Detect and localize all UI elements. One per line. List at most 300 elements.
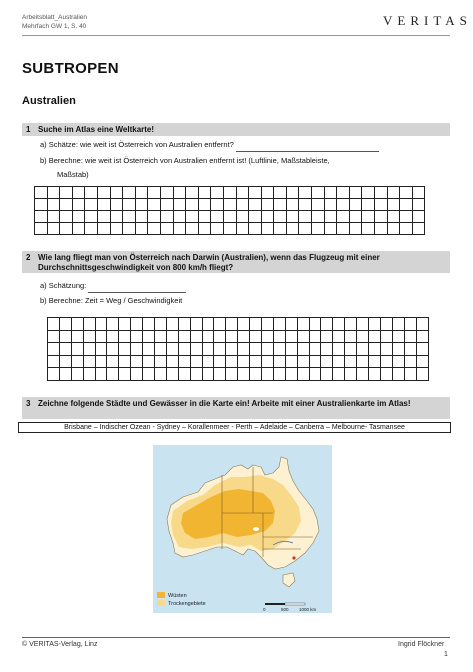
grid-cell[interactable] [236, 223, 249, 235]
grid-cell[interactable] [416, 330, 428, 343]
grid-cell[interactable] [412, 223, 425, 235]
grid-cell[interactable] [297, 330, 309, 343]
grid-cell[interactable] [97, 187, 110, 199]
grid-cell[interactable] [59, 355, 71, 368]
grid-cell[interactable] [337, 223, 350, 235]
grid-cell[interactable] [214, 318, 226, 331]
doc-name: Arbeitsblatt_Australien [22, 14, 88, 21]
grid-cell[interactable] [362, 199, 375, 211]
grid-cell[interactable] [160, 211, 173, 223]
grid-cell[interactable] [297, 368, 309, 381]
grid-cell[interactable] [155, 318, 167, 331]
grid-cell[interactable] [202, 368, 214, 381]
grid-cell[interactable] [155, 355, 167, 368]
grid-cell[interactable] [72, 223, 85, 235]
grid-cell[interactable] [59, 330, 71, 343]
grid-cell[interactable] [236, 199, 249, 211]
grid-cell[interactable] [198, 199, 211, 211]
grid-cell[interactable] [148, 199, 161, 211]
grid-cell[interactable] [48, 330, 60, 343]
grid-cell[interactable] [107, 343, 119, 356]
grid-cell[interactable] [250, 330, 262, 343]
grid-cell[interactable] [143, 330, 155, 343]
grid-cell[interactable] [83, 343, 95, 356]
grid-cell[interactable] [416, 355, 428, 368]
grid-cell[interactable] [72, 187, 85, 199]
grid-cell[interactable] [214, 343, 226, 356]
grid-cell[interactable] [249, 199, 262, 211]
grid-cell[interactable] [97, 223, 110, 235]
grid-cell[interactable] [85, 199, 98, 211]
grid-cell[interactable] [404, 330, 416, 343]
grid-cell[interactable] [375, 223, 388, 235]
grid-cell[interactable] [123, 211, 136, 223]
grid-cell[interactable] [299, 187, 312, 199]
grid-cell[interactable] [333, 330, 345, 343]
answer-2a-field[interactable] [88, 280, 186, 293]
grid-cell[interactable] [297, 355, 309, 368]
grid-cell[interactable] [286, 211, 299, 223]
grid-cell[interactable] [250, 318, 262, 331]
grid-cell[interactable] [107, 318, 119, 331]
grid-cell[interactable] [48, 368, 60, 381]
grid-cell[interactable] [324, 223, 337, 235]
grid-cell[interactable] [362, 187, 375, 199]
grid-cell[interactable] [198, 211, 211, 223]
grid-cell[interactable] [274, 199, 287, 211]
grid-cell[interactable] [404, 355, 416, 368]
grid-cell[interactable] [47, 223, 60, 235]
grid-cell[interactable] [226, 343, 238, 356]
grid-cell[interactable] [48, 355, 60, 368]
grid-cell[interactable] [238, 343, 250, 356]
grid-cell[interactable] [119, 343, 131, 356]
grid-cell[interactable] [369, 355, 381, 368]
grid-cell[interactable] [48, 343, 60, 356]
grid-cell[interactable] [60, 187, 73, 199]
map-capital-dot [292, 556, 295, 559]
grid-cell[interactable] [404, 318, 416, 331]
grid-cell[interactable] [324, 199, 337, 211]
grid-cell[interactable] [285, 330, 297, 343]
grid-cell[interactable] [416, 318, 428, 331]
grid-cell[interactable] [226, 330, 238, 343]
grid-cell[interactable] [148, 223, 161, 235]
grid-cell[interactable] [392, 330, 404, 343]
grid-cell[interactable] [47, 211, 60, 223]
grid-cell[interactable] [173, 223, 186, 235]
grid-cell[interactable] [178, 318, 190, 331]
grid-cell[interactable] [387, 223, 400, 235]
grid-cell[interactable] [309, 355, 321, 368]
grid-cell[interactable] [119, 355, 131, 368]
grid-cell[interactable] [143, 355, 155, 368]
grid-cell[interactable] [211, 211, 224, 223]
grid-cell[interactable] [211, 187, 224, 199]
grid-cell[interactable] [299, 199, 312, 211]
grid-cell[interactable] [286, 187, 299, 199]
grid-cell[interactable] [71, 330, 83, 343]
grid-q2[interactable] [47, 317, 429, 381]
grid-cell[interactable] [321, 355, 333, 368]
grid-cell[interactable] [380, 330, 392, 343]
grid-cell[interactable] [375, 187, 388, 199]
grid-cell[interactable] [333, 318, 345, 331]
grid-cell[interactable] [211, 223, 224, 235]
grid-cell[interactable] [412, 211, 425, 223]
grid-cell[interactable] [412, 187, 425, 199]
grid-cell[interactable] [285, 318, 297, 331]
grid-cell[interactable] [190, 318, 202, 331]
grid-cell[interactable] [250, 355, 262, 368]
grid-cell[interactable] [285, 355, 297, 368]
grid-cell[interactable] [83, 318, 95, 331]
grid-cell[interactable] [249, 211, 262, 223]
grid-cell[interactable] [186, 211, 199, 223]
grid-cell[interactable] [166, 318, 178, 331]
grid-cell[interactable] [321, 330, 333, 343]
grid-cell[interactable] [178, 368, 190, 381]
grid-cell[interactable] [186, 187, 199, 199]
grid-cell[interactable] [214, 330, 226, 343]
grid-cell[interactable] [83, 355, 95, 368]
grid-cell[interactable] [131, 343, 143, 356]
grid-cell[interactable] [273, 355, 285, 368]
grid-cell[interactable] [123, 199, 136, 211]
grid-cell[interactable] [72, 211, 85, 223]
grid-cell[interactable] [312, 223, 325, 235]
grid-cell[interactable] [387, 199, 400, 211]
grid-cell[interactable] [349, 199, 362, 211]
grid-cell[interactable] [35, 187, 48, 199]
grid-cell[interactable] [166, 343, 178, 356]
grid-cell[interactable] [59, 343, 71, 356]
grid-cell[interactable] [262, 355, 274, 368]
grid-cell[interactable] [107, 368, 119, 381]
map-lake [253, 527, 259, 531]
grid-cell[interactable] [97, 211, 110, 223]
grid-cell[interactable] [135, 199, 148, 211]
grid-cell[interactable] [273, 318, 285, 331]
grid-cell[interactable] [286, 199, 299, 211]
grid-cell[interactable] [190, 330, 202, 343]
grid-cell[interactable] [273, 368, 285, 381]
grid-cell[interactable] [110, 187, 123, 199]
grid-cell[interactable] [297, 343, 309, 356]
grid-cell[interactable] [226, 318, 238, 331]
grid-cell[interactable] [236, 211, 249, 223]
grid-cell[interactable] [155, 368, 167, 381]
grid-cell[interactable] [123, 223, 136, 235]
grid-cell[interactable] [173, 199, 186, 211]
grid-cell[interactable] [85, 211, 98, 223]
grid-cell[interactable] [333, 343, 345, 356]
grid-cell[interactable] [380, 355, 392, 368]
grid-cell[interactable] [35, 199, 48, 211]
grid-cell[interactable] [60, 199, 73, 211]
grid-cell[interactable] [95, 355, 107, 368]
grid-cell[interactable] [190, 343, 202, 356]
grid-cell[interactable] [380, 343, 392, 356]
grid-cell[interactable] [400, 223, 413, 235]
grid-cell[interactable] [392, 368, 404, 381]
grid-cell[interactable] [166, 355, 178, 368]
grid-cell[interactable] [369, 368, 381, 381]
grid-cell[interactable] [362, 223, 375, 235]
grid-cell[interactable] [345, 330, 357, 343]
grid-cell[interactable] [107, 355, 119, 368]
grid-cell[interactable] [178, 330, 190, 343]
grid-cell[interactable] [333, 355, 345, 368]
grid-cell[interactable] [223, 187, 236, 199]
grid-cell[interactable] [166, 368, 178, 381]
grid-cell[interactable] [261, 199, 274, 211]
grid-cell[interactable] [369, 318, 381, 331]
grid-cell[interactable] [250, 368, 262, 381]
grid-cell[interactable] [297, 318, 309, 331]
grid-cell[interactable] [392, 318, 404, 331]
grid-cell[interactable] [262, 343, 274, 356]
grid-cell[interactable] [262, 368, 274, 381]
grid-cell[interactable] [236, 187, 249, 199]
grid-cell[interactable] [95, 330, 107, 343]
grid-cell[interactable] [202, 330, 214, 343]
grid-cell[interactable] [131, 355, 143, 368]
grid-cell[interactable] [178, 355, 190, 368]
grid-cell[interactable] [71, 343, 83, 356]
grid-cell[interactable] [274, 223, 287, 235]
grid-cell[interactable] [249, 223, 262, 235]
grid-cell[interactable] [404, 368, 416, 381]
grid-cell[interactable] [250, 343, 262, 356]
grid-cell[interactable] [214, 355, 226, 368]
grid-cell[interactable] [131, 368, 143, 381]
grid-cell[interactable] [173, 187, 186, 199]
grid-cell[interactable] [362, 211, 375, 223]
grid-cell[interactable] [72, 199, 85, 211]
grid-cell[interactable] [119, 330, 131, 343]
grid-cell[interactable] [262, 318, 274, 331]
grid-cell[interactable] [324, 187, 337, 199]
grid-cell[interactable] [166, 330, 178, 343]
grid-cell[interactable] [309, 343, 321, 356]
grid-cell[interactable] [48, 318, 60, 331]
grid-cell[interactable] [160, 199, 173, 211]
grid-cell[interactable] [160, 223, 173, 235]
grid-cell[interactable] [202, 318, 214, 331]
grid-cell[interactable] [309, 318, 321, 331]
grid-cell[interactable] [416, 368, 428, 381]
grid-cell[interactable] [71, 368, 83, 381]
grid-cell[interactable] [198, 187, 211, 199]
grid-cell[interactable] [143, 343, 155, 356]
grid-cell[interactable] [345, 343, 357, 356]
grid-cell[interactable] [190, 355, 202, 368]
grid-cell[interactable] [357, 368, 369, 381]
grid-cell[interactable] [97, 199, 110, 211]
australia-map[interactable] [153, 445, 332, 613]
grid-cell[interactable] [299, 211, 312, 223]
grid-cell[interactable] [123, 187, 136, 199]
grid-cell[interactable] [59, 318, 71, 331]
grid-cell[interactable] [357, 355, 369, 368]
grid-cell[interactable] [375, 211, 388, 223]
grid-cell[interactable] [71, 318, 83, 331]
grid-cell[interactable] [349, 211, 362, 223]
grid-cell[interactable] [357, 318, 369, 331]
grid-cell[interactable] [321, 343, 333, 356]
grid-cell[interactable] [286, 223, 299, 235]
grid-cell[interactable] [238, 355, 250, 368]
grid-cell[interactable] [110, 211, 123, 223]
grid-cell[interactable] [83, 330, 95, 343]
grid-cell[interactable] [95, 368, 107, 381]
grid-cell[interactable] [262, 330, 274, 343]
grid-cell[interactable] [238, 318, 250, 331]
grid-cell[interactable] [202, 343, 214, 356]
grid-cell[interactable] [345, 318, 357, 331]
grid-cell[interactable] [186, 199, 199, 211]
grid-cell[interactable] [186, 223, 199, 235]
grid-cell[interactable] [47, 199, 60, 211]
grid-cell[interactable] [214, 368, 226, 381]
grid-cell[interactable] [202, 355, 214, 368]
grid-cell[interactable] [312, 187, 325, 199]
grid-cell[interactable] [35, 211, 48, 223]
grid-cell[interactable] [285, 368, 297, 381]
grid-cell[interactable] [380, 368, 392, 381]
grid-cell[interactable] [337, 211, 350, 223]
question-1-number: 1 [26, 125, 31, 134]
grid-row [35, 199, 425, 211]
grid-cell[interactable] [223, 199, 236, 211]
grid-cell[interactable] [35, 223, 48, 235]
grid-cell[interactable] [95, 318, 107, 331]
grid-cell[interactable] [85, 223, 98, 235]
grid-cell[interactable] [349, 223, 362, 235]
grid-cell[interactable] [83, 368, 95, 381]
grid-cell[interactable] [337, 199, 350, 211]
grid-cell[interactable] [107, 330, 119, 343]
grid-cell[interactable] [223, 211, 236, 223]
grid-cell[interactable] [261, 187, 274, 199]
grid-cell[interactable] [148, 211, 161, 223]
grid-cell[interactable] [321, 368, 333, 381]
grid-cell[interactable] [143, 318, 155, 331]
grid-cell[interactable] [211, 199, 224, 211]
grid-cell[interactable] [285, 343, 297, 356]
grid-cell[interactable] [312, 199, 325, 211]
grid-cell[interactable] [131, 318, 143, 331]
grid-cell[interactable] [226, 355, 238, 368]
grid-cell[interactable] [321, 318, 333, 331]
grid-cell[interactable] [312, 211, 325, 223]
grid-cell[interactable] [226, 368, 238, 381]
grid-cell[interactable] [119, 318, 131, 331]
grid-cell[interactable] [412, 199, 425, 211]
grid-cell[interactable] [400, 187, 413, 199]
grid-cell[interactable] [357, 343, 369, 356]
grid-cell[interactable] [238, 368, 250, 381]
footer-author: Ingrid Flöckner [398, 641, 445, 648]
grid-cell[interactable] [416, 343, 428, 356]
grid-cell[interactable] [119, 368, 131, 381]
grid-cell[interactable] [400, 199, 413, 211]
grid-cell[interactable] [333, 368, 345, 381]
grid-cell[interactable] [261, 223, 274, 235]
grid-cell[interactable] [190, 368, 202, 381]
grid-cell[interactable] [337, 187, 350, 199]
question-2-text: Wie lang fliegt man von Österreich nach Darwin (Australien), wenn das Flugzeug mit einer Durchschnittsgeschwindigkeit von 800 km/h fliegt? [38, 253, 380, 272]
footer-publisher: © VERITAS-Verlag, Linz [22, 641, 98, 648]
grid-cell[interactable] [345, 355, 357, 368]
grid-cell[interactable] [60, 223, 73, 235]
grid-cell[interactable] [274, 211, 287, 223]
grid-cell[interactable] [135, 211, 148, 223]
grid-cell[interactable] [71, 355, 83, 368]
grid-cell[interactable] [274, 187, 287, 199]
grid-cell[interactable] [299, 223, 312, 235]
grid-cell[interactable] [309, 330, 321, 343]
grid-cell[interactable] [261, 211, 274, 223]
grid-cell[interactable] [110, 199, 123, 211]
grid-cell[interactable] [392, 355, 404, 368]
grid-cell[interactable] [369, 330, 381, 343]
grid-cell[interactable] [273, 343, 285, 356]
grid-cell[interactable] [345, 368, 357, 381]
grid-cell[interactable] [155, 343, 167, 356]
grid-cell[interactable] [324, 211, 337, 223]
grid-cell[interactable] [238, 330, 250, 343]
header-divider [22, 35, 450, 36]
grid-cell[interactable] [95, 343, 107, 356]
grid-cell[interactable] [135, 187, 148, 199]
grid-cell[interactable] [249, 187, 262, 199]
grid-cell[interactable] [369, 343, 381, 356]
grid-cell[interactable] [60, 211, 73, 223]
grid-cell[interactable] [135, 223, 148, 235]
grid-cell[interactable] [400, 211, 413, 223]
grid-cell[interactable] [223, 223, 236, 235]
grid-cell[interactable] [392, 343, 404, 356]
grid-cell[interactable] [380, 318, 392, 331]
grid-cell[interactable] [148, 187, 161, 199]
grid-row [35, 187, 425, 199]
grid-cell[interactable] [59, 368, 71, 381]
grid-cell[interactable] [387, 211, 400, 223]
grid-cell[interactable] [131, 330, 143, 343]
grid-cell[interactable] [178, 343, 190, 356]
grid-cell[interactable] [357, 330, 369, 343]
grid-cell[interactable] [404, 343, 416, 356]
grid-cell[interactable] [160, 187, 173, 199]
grid-cell[interactable] [110, 223, 123, 235]
grid-cell[interactable] [155, 330, 167, 343]
grid-row [48, 330, 429, 343]
grid-cell[interactable] [375, 199, 388, 211]
grid-cell[interactable] [349, 187, 362, 199]
grid-cell[interactable] [143, 368, 155, 381]
grid-cell[interactable] [273, 330, 285, 343]
grid-cell[interactable] [387, 187, 400, 199]
grid-cell[interactable] [47, 187, 60, 199]
grid-cell[interactable] [309, 368, 321, 381]
grid-cell[interactable] [198, 223, 211, 235]
answer-1a-field[interactable] [236, 139, 379, 152]
grid-cell[interactable] [173, 211, 186, 223]
grid-cell[interactable] [85, 187, 98, 199]
grid-q1[interactable] [34, 186, 425, 235]
